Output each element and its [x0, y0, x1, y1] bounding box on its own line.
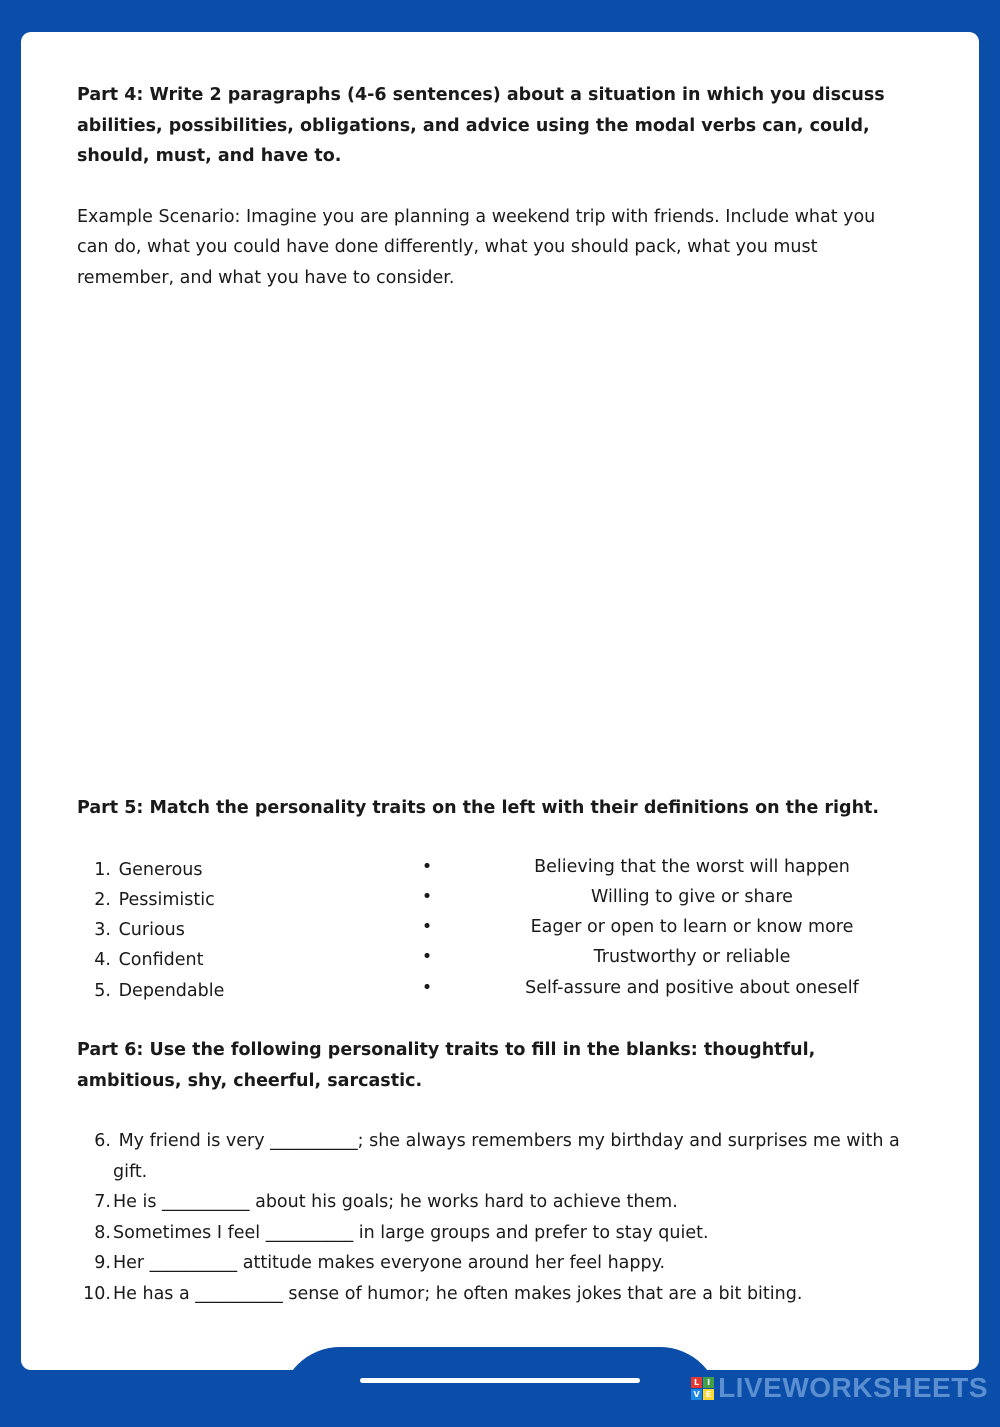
part4-section — [77, 80, 907, 293]
item-number: 9. — [94, 1253, 111, 1273]
part5-heading: Part 5: Match the personality traits on the left with their definitions on the right. — [77, 798, 880, 818]
logo-letter: V — [691, 1389, 702, 1400]
definition-list — [417, 852, 907, 1003]
trait-item — [77, 976, 377, 1006]
trait-label: Confident — [118, 950, 204, 971]
bullet-icon: • — [421, 917, 433, 938]
item-text: Sometimes I feel __________ in large groups and prefer to stay quiet. — [113, 1222, 709, 1243]
matching-exercise — [77, 852, 907, 1012]
definition-item — [417, 912, 907, 942]
footer-tab — [280, 1347, 720, 1427]
fill-blank-item — [77, 1126, 907, 1187]
item-text: He has a __________ sense of humor; he often makes jokes that are a bit biting. — [113, 1283, 803, 1304]
item-text: My friend is very __________; she always remembers my birthday and surprises me with a gift. — [113, 1131, 900, 1182]
fill-blank-list — [77, 1126, 907, 1309]
trait-label: Generous — [118, 859, 203, 880]
trait-item — [77, 915, 377, 945]
trait-label: Dependable — [118, 980, 225, 1001]
definition-text: Eager or open to learn or know more — [530, 917, 854, 938]
definition-text: Self-assure and positive about oneself — [525, 977, 859, 998]
trait-number: 3. — [94, 920, 111, 941]
logo-letter: L — [691, 1377, 702, 1388]
item-number: 10. — [83, 1283, 111, 1304]
trait-item — [77, 855, 377, 885]
liveworksheets-logo[interactable] — [691, 1372, 988, 1404]
footer-handle-bar — [360, 1378, 640, 1383]
trait-number: 4. — [94, 950, 111, 971]
trait-item — [77, 885, 377, 915]
logo-letter: E — [703, 1389, 714, 1400]
item-number: 7. — [94, 1192, 111, 1212]
part6-heading: Part 6: Use the following personality traits to fill in the blanks: thoughtful, ambitious, shy, cheerful, sarcastic. — [77, 1040, 816, 1091]
definition-item — [417, 852, 907, 882]
definition-item — [417, 882, 907, 912]
bullet-icon: • — [421, 977, 433, 998]
logo-grid-icon — [691, 1377, 714, 1400]
bullet-icon: • — [421, 886, 433, 907]
trait-number: 2. — [94, 889, 111, 910]
fill-blank-item — [77, 1187, 907, 1218]
trait-number: 5. — [94, 980, 111, 1001]
logo-letter: I — [703, 1377, 714, 1388]
item-number: 6. — [94, 1131, 111, 1151]
definition-text: Trustworthy or reliable — [593, 947, 791, 968]
part4-heading: Part 4: Write 2 paragraphs (4-6 sentences) about a situation in which you discuss abilities, possibilities, obligations, and advice using the modal verbs can, could, should, must, and have to. — [77, 85, 885, 166]
definition-item — [417, 973, 907, 1003]
bullet-icon: • — [421, 856, 433, 877]
trait-list — [77, 855, 377, 1006]
part5-section — [77, 793, 907, 1012]
item-text: He is __________ about his goals; he works hard to achieve them. — [113, 1192, 678, 1212]
definition-item — [417, 942, 907, 972]
definition-text: Believing that the worst will happen — [534, 856, 850, 877]
trait-label: Pessimistic — [118, 889, 215, 910]
worksheet-page — [21, 32, 979, 1370]
definition-text: Willing to give or share — [591, 886, 793, 907]
trait-number: 1. — [94, 859, 111, 880]
worksheet-content — [77, 80, 907, 1304]
part6-section — [77, 1035, 907, 1309]
part4-scenario: Example Scenario: Imagine you are planning a weekend trip with friends. Include what you can do, what you could have done differently, what you should pack, what you must remember, and what you have to consider. — [77, 206, 876, 288]
item-number: 8. — [94, 1222, 111, 1243]
fill-blank-item — [77, 1248, 907, 1279]
fill-blank-item — [77, 1279, 907, 1310]
item-text: Her __________ attitude makes everyone around her feel happy. — [113, 1253, 666, 1273]
fill-blank-item — [77, 1218, 907, 1249]
bullet-icon: • — [421, 947, 433, 968]
brand-name: LIVEWORKSHEETS — [718, 1372, 988, 1403]
trait-item — [77, 945, 377, 975]
trait-label: Curious — [118, 920, 185, 941]
